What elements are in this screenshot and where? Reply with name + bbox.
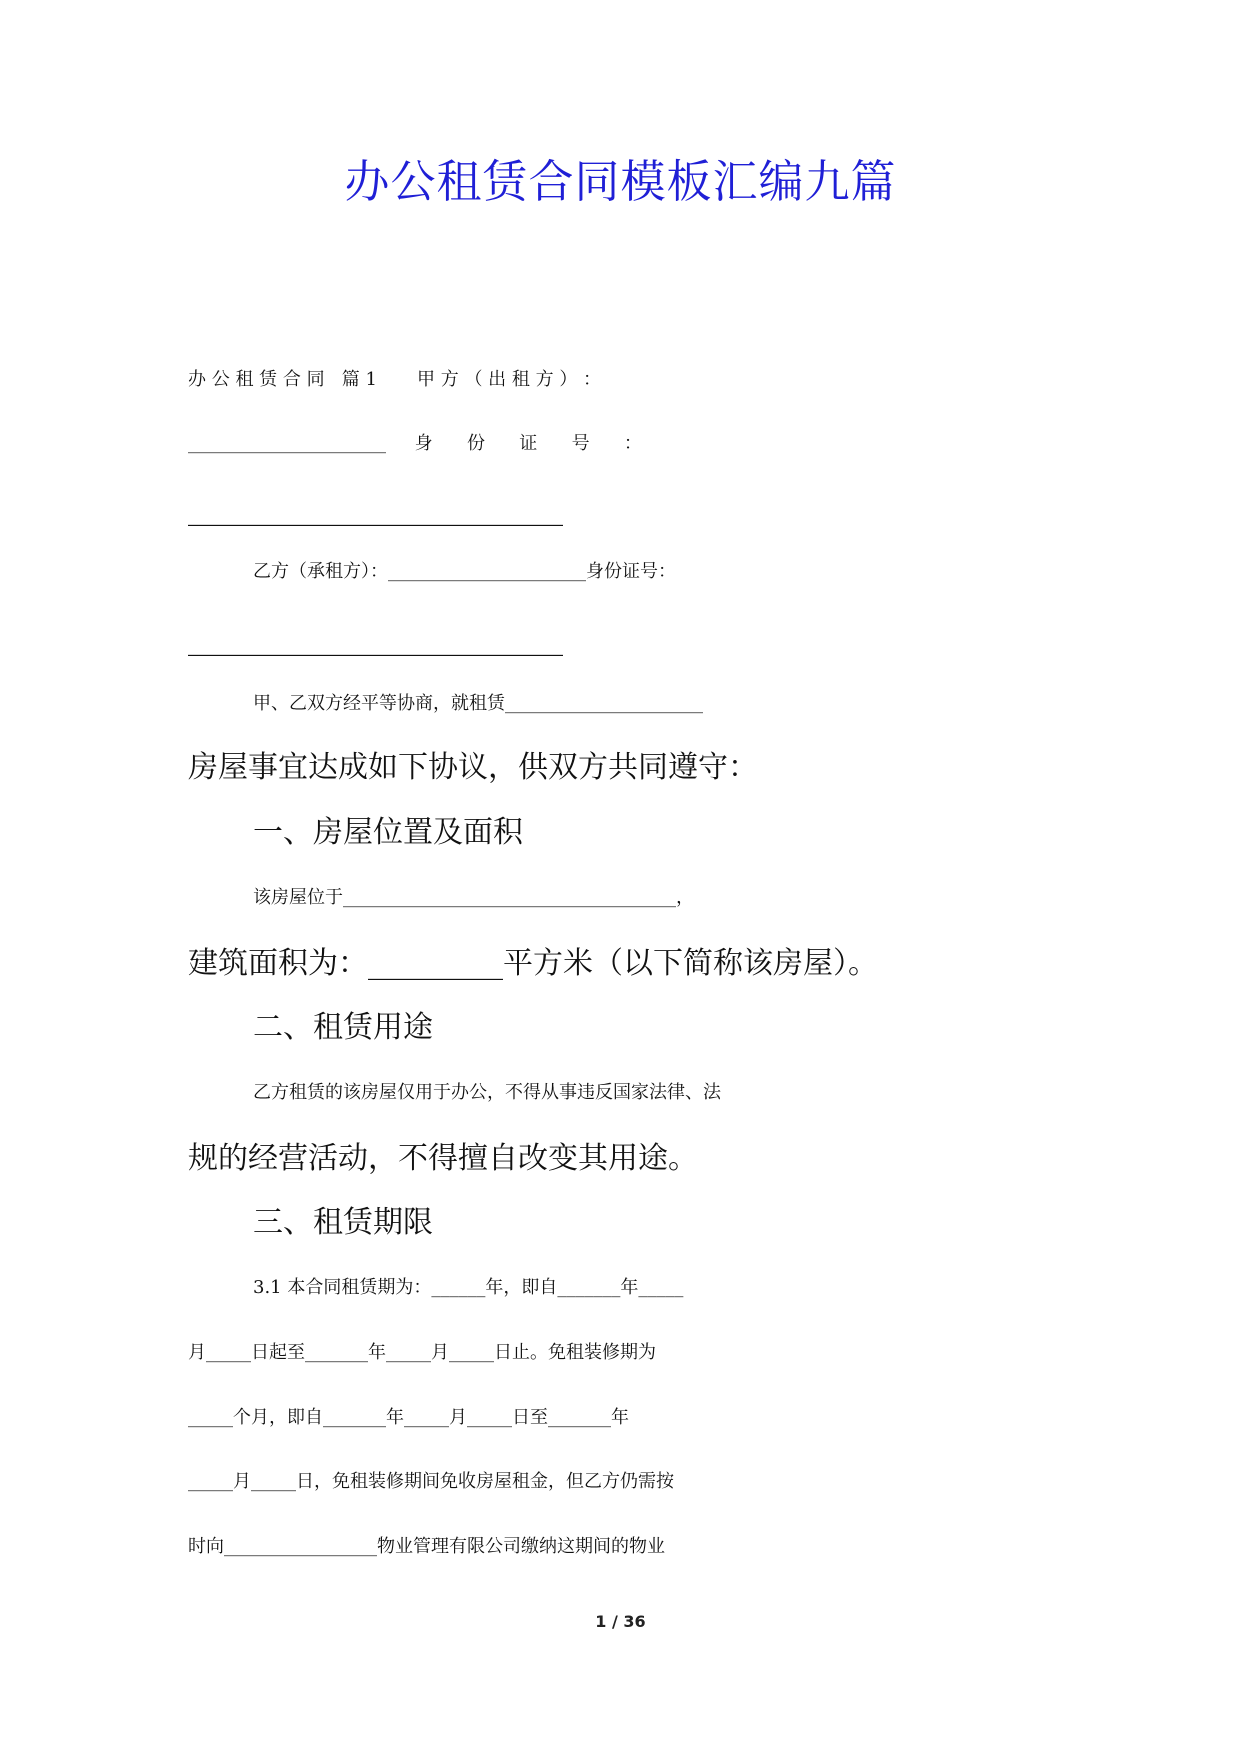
paragraph-line: 建筑面积为：_________平方米（以下简称该房屋）。 [188, 946, 878, 981]
text-line: 办 公 租 赁 合 同 篇 1 甲 方 （ 出 租 方 ） ： [188, 369, 602, 390]
paragraph-line: _____月_____日，免租装修期间免收房屋租金，但乙方仍需按 [188, 1471, 674, 1492]
paragraph-line: 该房屋位于_____________________________________， [253, 887, 694, 908]
text-line: ______________________ 身 份 证 号 ： [188, 433, 642, 454]
paragraph-line: 月_____日起至_______年_____月_____日止。免租装修期为 [188, 1342, 656, 1363]
text-line: _________________________ [188, 622, 563, 657]
section-heading: 一、房屋位置及面积 [253, 815, 523, 850]
paragraph-line: 乙方租赁的该房屋仅用于办公，不得从事违反国家法律、法 [253, 1082, 721, 1103]
paragraph-line: 房屋事宜达成如下协议，供双方共同遵守： [188, 750, 758, 785]
paragraph-line: 3.1 本合同租赁期为：______年，即自_______年_____ [253, 1277, 684, 1298]
document-title: 办公租赁合同模板汇编九篇 [344, 155, 897, 208]
paragraph-line: _____个月，即自_______年_____月_____日至_______年 [188, 1407, 629, 1428]
paragraph-line: 时向_________________物业管理有限公司缴纳这期间的物业 [188, 1536, 665, 1557]
text-line: 乙方（承租方）：______________________身份证号： [253, 561, 676, 582]
paragraph-line: 甲、乙双方经平等协商，就租赁______________________ [253, 693, 703, 714]
section-heading: 三、租赁期限 [253, 1205, 433, 1240]
text-line: _________________________ [188, 492, 563, 527]
page-number: 1 / 36 [595, 1612, 646, 1631]
paragraph-line: 规的经营活动，不得擅自改变其用途。 [188, 1141, 698, 1176]
section-heading: 二、租赁用途 [253, 1010, 433, 1045]
